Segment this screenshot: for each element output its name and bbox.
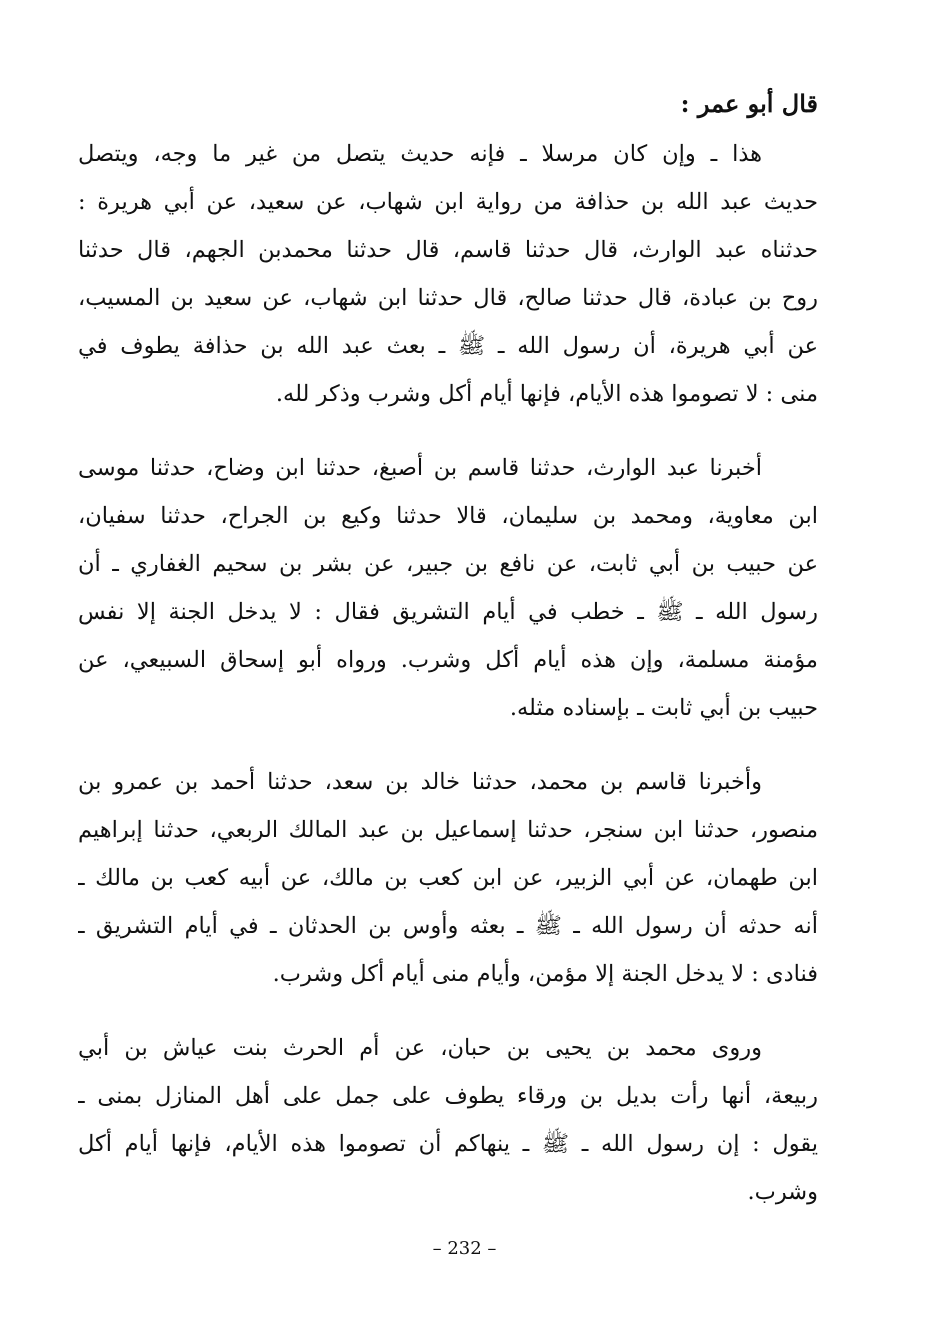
text-line: ابن معاوية، ومحمد بن سليمان، قالا حدثنا وكيع بن الجراح، حدثنا سفيان، (78, 503, 818, 529)
text-line: حبيب بن أبي ثابت ـ بإسناده مثله. (509, 695, 818, 721)
text-line: عن حبيب بن أبي ثابت، عن نافع بن جبير، عن بشر بن سحيم الغفاري ـ أن (78, 551, 818, 577)
text-line: وأخبرنا قاسم بن محمد، حدثنا خالد بن سعد، حدثنا أحمد بن عمرو بن (78, 769, 762, 795)
text-line: روح بن عبادة، قال حدثنا صالح، قال حدثنا ابن شهاب، عن سعيد بن المسيب، (78, 285, 818, 311)
text-line: فنادى : لا يدخل الجنة إلا مؤمن، وأيام منى أيام أكل وشرب. (272, 961, 818, 987)
text-line: حدثناه عبد الوارث، قال حدثنا قاسم، قال حدثنا محمدبن الجهم، قال حدثنا (78, 237, 818, 263)
section-heading: قال أبو عمر : (680, 89, 818, 118)
paragraph-2 (78, 444, 818, 732)
text-line: حديث عبد الله بن حذافة من رواية ابن شهاب، عن سعيد، عن أبي هريرة : (78, 189, 818, 215)
text-line: يقول : إن رسول الله ـ ﷺ ـ ينهاكم أن تصوموا هذه الأيام، فإنها أيام أكل (78, 1131, 818, 1157)
page-number: – 232 – (432, 1238, 497, 1259)
page-body (78, 84, 818, 1242)
paragraph-4 (78, 1024, 818, 1216)
text-line: رسول الله ـ ﷺ ـ خطب في أيام التشريق فقال : لا يدخل الجنة إلا نفس (78, 599, 818, 625)
text-line: مؤمنة مسلمة، وإن هذه أيام أكل وشرب. ورواه أبو إسحاق السبيعي، عن (78, 647, 818, 673)
text-line: منى : لا تصوموا هذه الأيام، فإنها أيام أكل وشرب وذكر لله. (275, 381, 818, 407)
text-line: ربيعة، أنها رأت بديل بن ورقاء يطوف على جمل على أهل المنازل بمنى ـ (78, 1083, 818, 1109)
paragraph-3 (78, 758, 818, 998)
text-line: هذا ـ وإن كان مرسلا ـ فإنه حديث يتصل من غير ما وجه، ويتصل (78, 141, 762, 167)
paragraph-1 (78, 130, 818, 418)
text-line: ابن طهمان، عن أبي الزبير، عن ابن كعب بن مالك، عن أبيه كعب بن مالك ـ (78, 865, 818, 891)
text-line: أنه حدثه أن رسول الله ـ ﷺ ـ بعثه وأوس بن الحدثان ـ في أيام التشريق ـ (78, 913, 818, 939)
text-line: وشرب. (747, 1179, 818, 1205)
text-line: وروى محمد بن يحيى بن حبان، عن أم الحرث بنت عياش بن أبي (78, 1035, 762, 1061)
text-line: منصور، حدثنا ابن سنجر، حدثنا إسماعيل بن عبد المالك الربعي، حدثنا إبراهيم (78, 817, 818, 843)
text-line: أخبرنا عبد الوارث، حدثنا قاسم بن أصبغ، حدثنا ابن وضاح، حدثنا موسى (78, 455, 762, 481)
text-line: عن أبي هريرة، أن رسول الله ـ ﷺ ـ بعث عبد الله بن حذافة يطوف في (78, 333, 818, 359)
